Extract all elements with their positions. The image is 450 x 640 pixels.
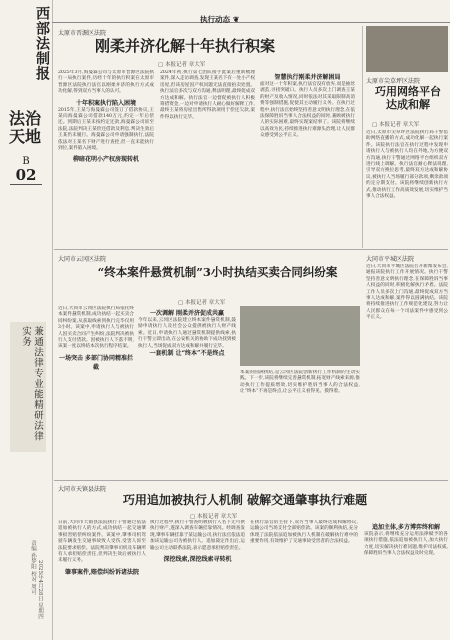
header-rule (52, 22, 450, 23)
article4-eyebrow: 大同市平城区法院 (366, 256, 415, 263)
article1-sub1: 十年积案执行陷入困境 (75, 99, 136, 107)
divider-2 (54, 480, 448, 481)
article2-headline: 巧用网络平台达成和解 (375, 85, 441, 111)
article1-col1 (58, 70, 154, 245)
article1-sub2: 柳暗花明小产权房现转机 (72, 156, 139, 164)
article5-headline: 巧用追加被执行人机制 破解交通肇事执行难题 (122, 493, 368, 507)
article3-quote: 一套机制 让“终本”不是终点 (149, 350, 225, 358)
article3-byline: ▢ 本报记者 章大军 (178, 300, 226, 306)
article5-col1-text: 日前,大同市天镇县法院执行干警通过依法追加被执行人的方式,成功执结一起交通肇事损害赔偿纠纷案件。该案中,肇事司机驾驶车辆发生交通事故致人受伤,受害人诉至法院要求赔偿。法院判决肇事司机及车辆所有人承担赔偿责任,但判决生效后被执行人未履行义务。 (58, 520, 146, 564)
article4-body: 近日,大同市平城区法院召开新闻发布会,通报该院执行工作开展情况。执行干警坚持善意文明执行理念,在保障胜诉当事人权益的同时,积极化解执行矛盾。法院工作人员多次上门沟通,最终促成双方当事人达成和解,案件得以圆满执结。该院将持续推进执行工作规范化建设,努力让人民群众在每一个司法案件中感受到公平正义。 (366, 264, 448, 321)
article3-sub1: 一场突击 多部门协同精准拦截 (58, 354, 134, 371)
article2-byline: ▢ 本报记者 章大军 (372, 122, 420, 128)
article5-sub1: 肇事案件,赔偿纠纷诉诸法院 (64, 568, 140, 576)
article5-eyebrow: 大同市天镇县法院 (58, 486, 107, 493)
editor-credits: 责编 孙梦阳 校对 周可 (30, 540, 36, 595)
article2-body: 近日,太原市尖草坪区法院执行局干警借助网络直播的方式,成功化解一起执行案件。该院执行法官在执行过程中发现申请执行人与被执行人均在外地,为方便双方沟通,执行干警通过网络平台组织双方进行线上调解。执行法官耐心释法说理,引导双方换位思考,最终双方达成和解协议,被执行人当场履行部分款项,剩余款项约定分期支付。该院将继续创新执行方式,推动执行工作高质效发展,切实维护当事人合法权益。 (366, 130, 448, 200)
article1-col3-text: 面对这一十年积案,执行法官没有放弃,而是抽丝剥茧,寻找突破口。执行人员多次上门调查王某的财产及收入情况,同时依法对其采取限制高消费等强制措施,促使其主动履行义务。在执行过程中,执行法官始终坚持善意文明执行理念,在依法保障胜诉当事人合法权益的同时,兼顾被执行人的实际困难,最终实现案结事了。该院将继续以高效为民,持续推进执行难源头治理,让人民群众感受到公平正义。 (260, 82, 355, 139)
slogan-box: 兼通法律专业能精研法律实务 (10, 322, 46, 452)
article5-col2-text: 执行过程中,执行干警查明被执行人名下无可供执行财产,遂深入调查车辆挂靠情况。经调查发现,肇事车辆挂靠于某运输公司,执行法官依法追加该运输公司为被执行人。追加裁定作出后,运输公司主动联系法院,表示愿意承担赔偿责任。 (150, 520, 245, 551)
article1-col1b: 2015年,王某与海曼霖公司签订了借款协议,王某向海曼霖公司借款140万元,约定一年后偿还。到期后王某未按约定还款,海曼霖公司诉至法院,法院判决王某偿还借款及利息,判决生效后王某仍未履行。海曼霖公司申请强制执行,法院依法对王某名下财产进行查控,但一直未能执行到位,案件陷入困境。 (58, 107, 154, 152)
section-code: B (22, 156, 30, 167)
issue-date: 2025年4月28日 星期四 (37, 560, 43, 620)
article3-eyebrow: 大同市云冈区法院 (58, 256, 107, 263)
masthead-logo: 西部法制报 (34, 6, 50, 81)
header-title-text: 执行动态 (200, 15, 230, 24)
article5-col4 (364, 520, 448, 638)
article5-col3: 在执行法官的主持下,双方当事人最终达成和解协议,运输公司当场支付全部赔偿款。该案的顺利执结,充分体现了法院依法追加被执行人机制在破解执行难中的重要作用,有效维护了交通事故受害者的合法权益。 (250, 520, 358, 545)
article5-col4-text: 该院表示,将继续充分运用法律赋予的各项执行措施,依法追加被执行人,加大执行力度,切实解决执行难问题,维护司法权威,保障胜诉当事人合法权益及时兑现。 (364, 532, 448, 557)
page-number: 02 (10, 166, 42, 185)
article3-col2-text: 今年以来,云冈区法院建立终本案件悬赏机制,鼓励申请执行人及社会公众提供被执行人财产线索。近日,申请执行人通过悬赏机制提供线索,执行干警立即出动,在公安机关的协助下成功找到被执行人,当场促成双方达成和解并履行完毕。 (138, 318, 236, 349)
article5-sub2: 深挖线索,深挖线索寻转机 (163, 556, 232, 564)
article1-photo-caption: 智慧执行刚柔并济解困局 (274, 74, 341, 81)
article3-headline: “终本案件悬赏机制”3小时执结买卖合同纠纷案 (97, 265, 338, 279)
header-mark-icon: ❦ (233, 15, 240, 24)
divider-1 (54, 249, 448, 250)
divider-right (362, 26, 363, 248)
article3-photo-right (240, 306, 360, 366)
article1-col2: 2024年初,执行第七团队接手此案后重新梳理案件,深入走访调查,发现王某名下有一处小产权房屋,但该房屋因产权问题无法直接拍卖处置。执行法官多次与双方沟通,释法明理,最终促成双方达成和解。执行法官一边督促被执行人积极筹措资金,一边对申请执行人耐心做好解释工作,最终王某将房屋出售所得款项用于偿还欠款,案件得以执行完毕。 (160, 70, 255, 120)
article1-col3 (260, 70, 355, 245)
article1-col1a: 2025年3月,海曼霖公司与太原市晋源区法院执行一局执行案件,历经十年的执行积案在太原市晋源区法院执行法官以刚柔并济的执行方式成功化解,得到双方当事人的认可。 (58, 70, 154, 95)
article3-col3: 本案的圆满执结,是云冈区法院创新执行工作机制的生动实践。下一步,该院将继续完善悬赏机制,拓宽财产线索来源,推动执行工作提质增效,切实维护胜诉当事人的合法权益,让“终本”不再是终点,让公平正义看得见、摸得着。 (240, 370, 360, 395)
article1-byline: ▢ 本报记者 章大军 (158, 62, 206, 68)
article1-headline: 刚柔并济化解十年执行积案 (95, 37, 276, 55)
article3-col1 (58, 306, 134, 476)
article5-byline: ▢ 本报记者 章大军 (190, 514, 238, 520)
article5-col1 (58, 520, 146, 638)
article5-col2 (150, 520, 245, 638)
section-name: 法治天地 (8, 109, 41, 146)
article3-col2 (138, 306, 236, 476)
article1-eyebrow: 太原市晋源区法院 (58, 30, 107, 37)
header-title (200, 14, 239, 25)
article2-eyebrow: 太原市尖草坪区法院 (366, 78, 421, 85)
article5-sub3: 追加主体,多方博弈终和解 (371, 524, 441, 531)
article3-sub2: 一次调解 刚柔并济促成共赢 (149, 310, 225, 317)
article2-photo (366, 26, 448, 72)
article3-col1-text: 近日,大同市云冈区法院执行局依托终本案件悬赏机制,成功执结一起买卖合同纠纷案,从获取线索到执行完毕仅用3小时。该案中,申请执行人与被执行人因买卖合同产生纠纷,法院判决被执行人支付货款。因被执行人下落不明,该案一度以终结本次执行程序结案。 (58, 306, 134, 350)
